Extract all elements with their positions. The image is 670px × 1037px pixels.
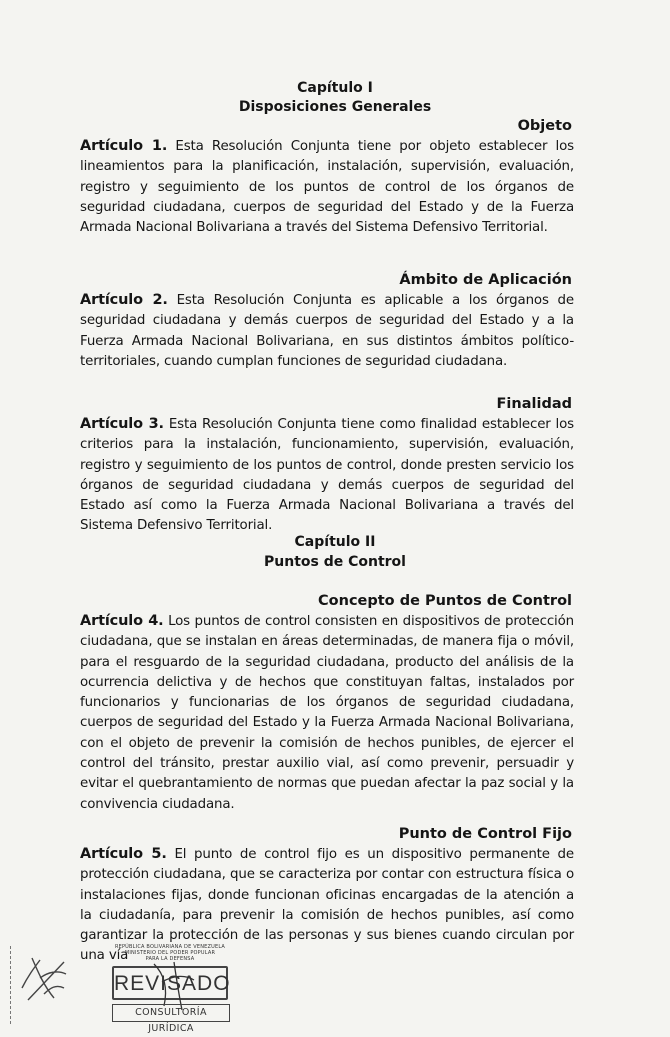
article-5-title: Punto de Control Fijo <box>398 826 572 842</box>
chapter-2-title: Puntos de Control <box>264 554 406 570</box>
article-1-title: Objeto <box>517 118 572 134</box>
article-3-lead: Artículo 3. <box>80 416 164 432</box>
article-4-lead: Artículo 4. <box>80 613 164 629</box>
article-1-text: Esta Resolución Conjunta tiene por objeto establecer los lineamientos para la planificación, instalación, supervisión, evaluación, registro y seguimiento de los puntos de control de los órganos de seguridad ciudadana, cuerpos de seguridad del Estado y de la Fuerza Armada Nacional Bolivariana a través del Sistema Defensivo Territorial. <box>80 139 574 236</box>
chapter-1-label: Capítulo I <box>297 80 373 96</box>
article-1-lead: Artículo 1. <box>80 138 168 154</box>
article-2-lead: Artículo 2. <box>80 292 168 308</box>
article-3 <box>80 414 574 537</box>
article-5-lead: Artículo 5. <box>80 846 167 862</box>
chapter-2-label: Capítulo II <box>294 534 376 550</box>
stamp-header-line-3: PARA LA DEFENSA <box>145 956 195 962</box>
article-4-title: Concepto de Puntos de Control <box>318 593 572 609</box>
revisado-stamp <box>108 944 232 1034</box>
margin-dashed-rule <box>10 946 12 1024</box>
chapter-1-title: Disposiciones Generales <box>238 99 432 115</box>
article-4-text: Los puntos de control consisten en dispositivos de protección ciudadana, que se instalan en áreas determinadas, de manera fija o móvil, para el resguardo de la seguridad ciudadana, producto del análisis de la ocurrencia delictiva y de hechos que constituyan faltas, instalados por funcionarios y funcionarias de los órganos de seguridad ciudadana, cuerpos de seguridad del Estado y la Fuerza Armada Nacional Bolivariana, con el objeto de prevenir la comisión de hechos punibles, de ejercer el control del tránsito, prestar auxilio vial, así como prevenir, persuadir y evitar el quebrantamiento de normas que puedan afectar la paz social y la convivencia ciudadana. <box>80 614 575 812</box>
stamp-sub-label: CONSULTORÍA JURÍDICA <box>112 1004 230 1022</box>
stamp-word: REVISADO <box>114 972 231 995</box>
article-5-text: El punto de control fijo es un dispositivo permanente de protección ciudadana, que se caracteriza por contar con estructura física o instalaciones fijas, donde funcionan oficinas encargadas de la atención a la ciudadanía, para prevenir la comisión de hechos punibles, así como garantizar la protección de las personas y sus bienes cuando circulan por una vía <box>80 847 574 964</box>
article-3-title: Finalidad <box>496 396 572 412</box>
initials-signature-icon <box>14 948 76 1008</box>
article-4 <box>80 611 574 815</box>
article-2 <box>80 290 574 372</box>
article-2-text: Esta Resolución Conjunta es aplicable a los órganos de seguridad ciudadana y demás cuerpos de seguridad del Estado y a la Fuerza Armada Nacional Bolivariana, en sus distintos ámbitos político-territoriales, cuando cumplan funciones de seguridad ciudadana. <box>80 293 574 369</box>
stamp-header-line-2: MINISTERIO DEL PODER POPULAR <box>124 950 216 956</box>
article-3-text: Esta Resolución Conjunta tiene como finalidad establecer los criterios para la instalación, funcionamiento, supervisión, evaluación, registro y seguimiento de los puntos de control, donde presten servicio los órganos de seguridad ciudadana y demás cuerpos de seguridad del Estado así como la Fuerza Armada Nacional Bolivariana a través del Sistema Defensivo Territorial. <box>80 417 574 534</box>
article-2-title: Ámbito de Aplicación <box>399 272 572 288</box>
stamp-header-line-1: REPÚBLICA BOLIVARIANA DE VENEZUELA <box>114 944 226 950</box>
article-1 <box>80 136 574 238</box>
